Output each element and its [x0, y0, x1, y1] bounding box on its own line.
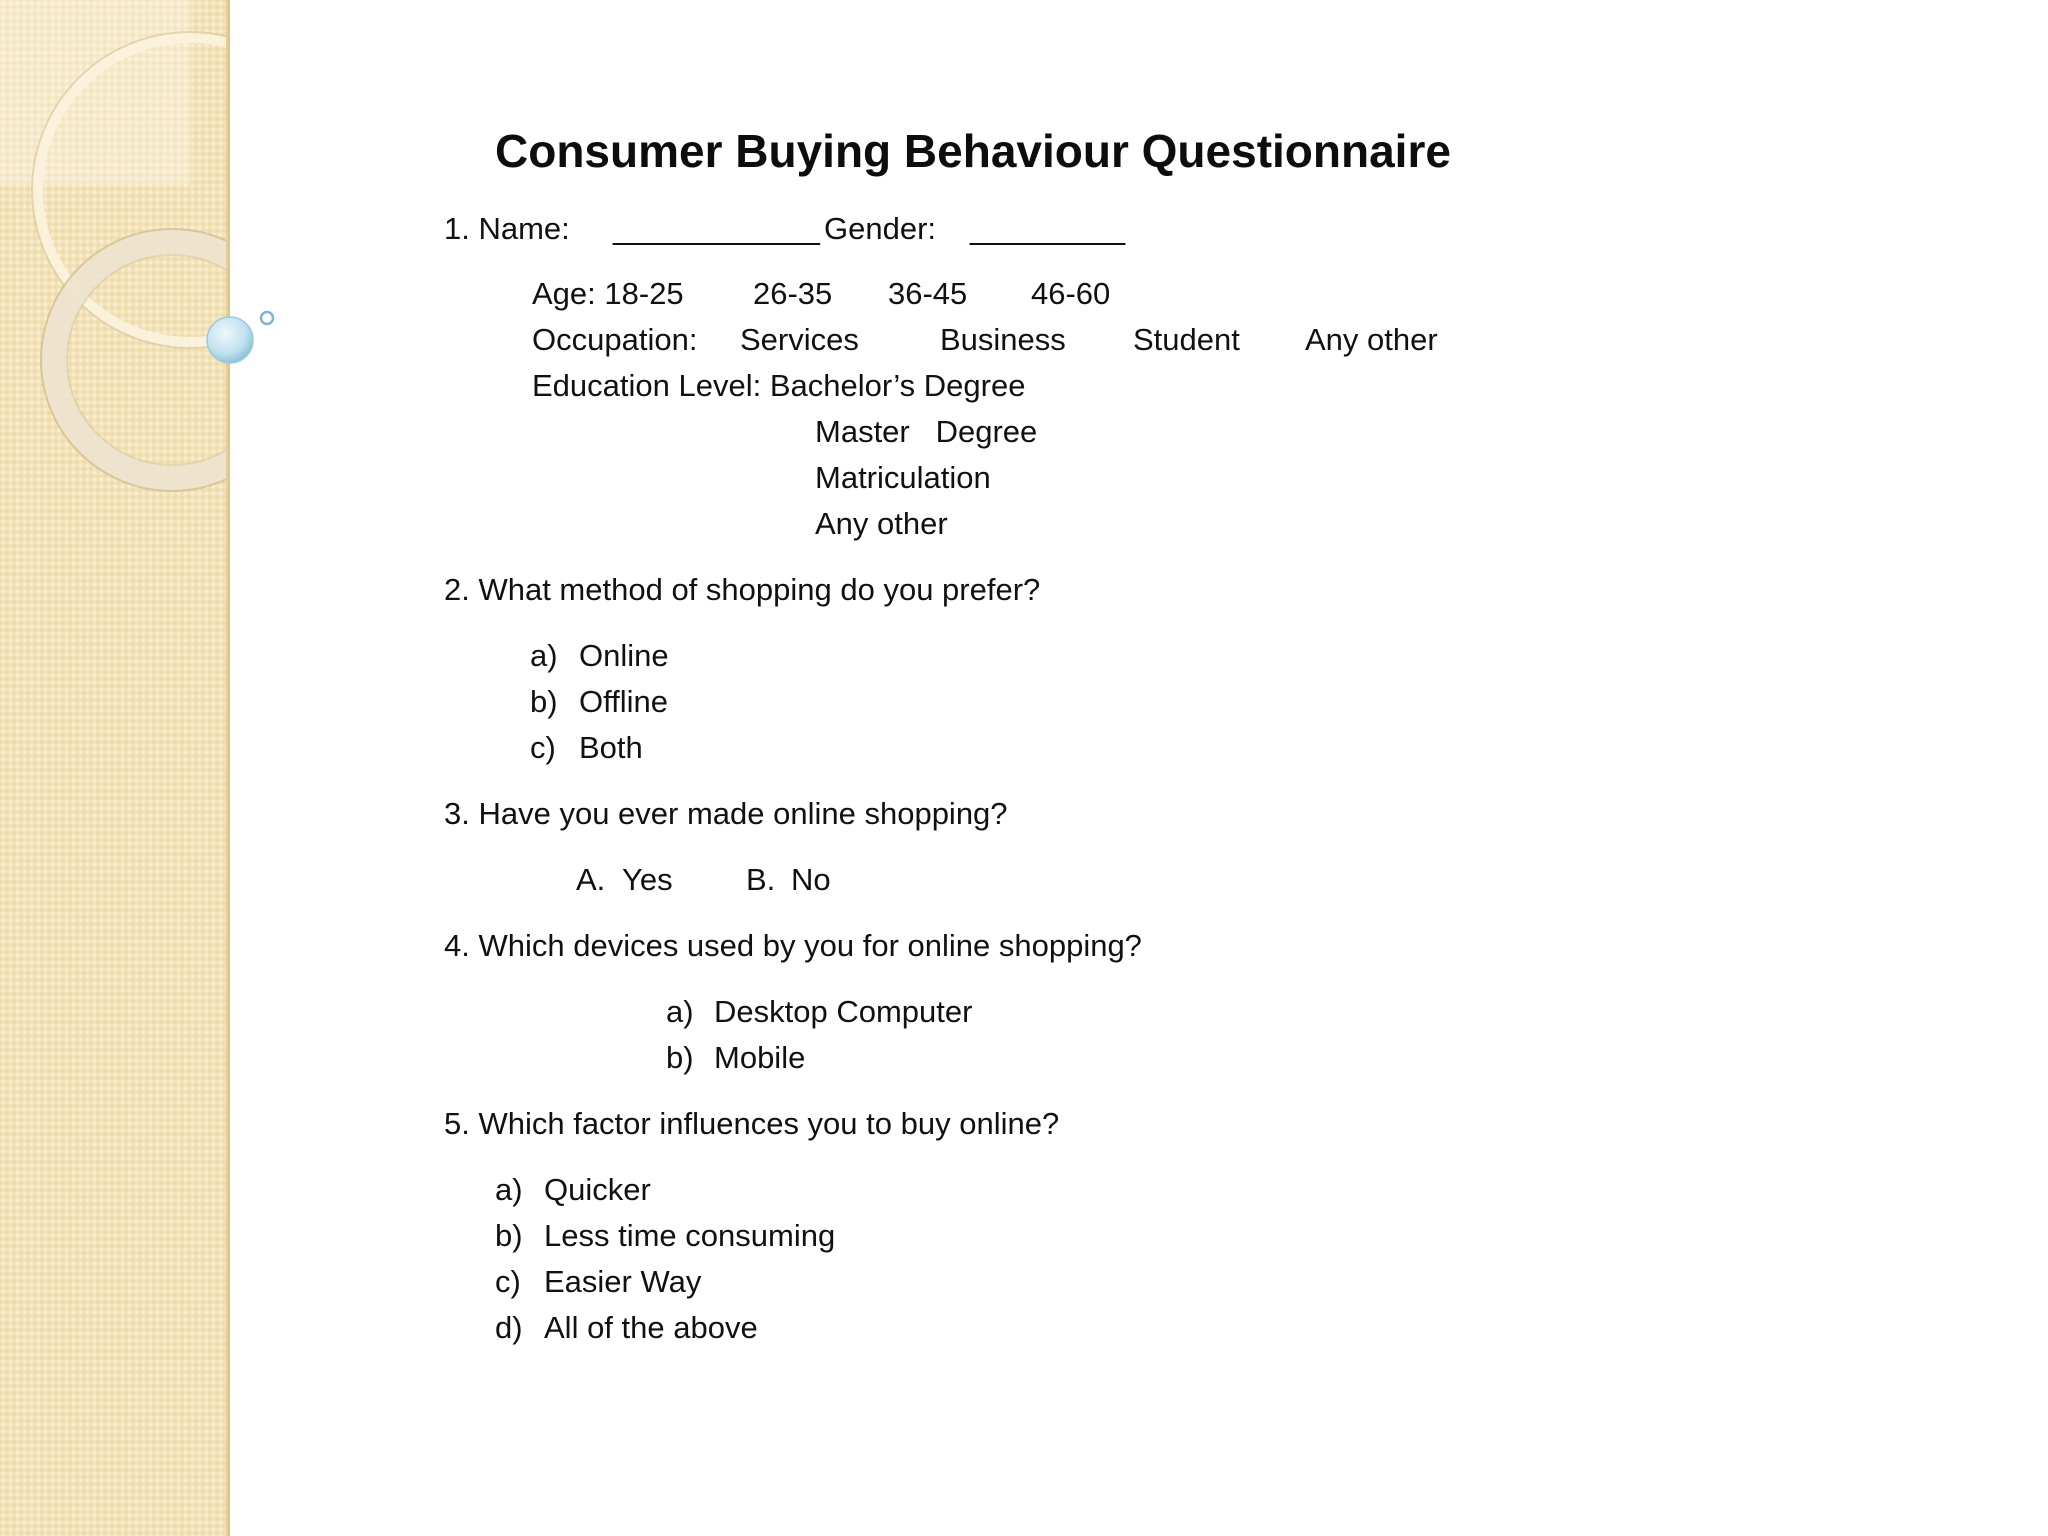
q5-option[interactable]: All of the above	[544, 1310, 758, 1345]
q2-option[interactable]: Offline	[579, 684, 669, 719]
q1-age-option[interactable]: 26-35	[753, 276, 833, 311]
q5-option-marker: b)	[495, 1218, 523, 1253]
q1-occupation-option[interactable]: Any other	[1305, 322, 1438, 357]
q5-option-marker: a)	[495, 1172, 523, 1207]
q1-gender-blank[interactable]: _________	[970, 211, 1126, 246]
questionnaire-page	[230, 0, 2048, 1536]
q1-education-option[interactable]: Master Degree	[815, 414, 1038, 449]
q5-option[interactable]: Easier Way	[544, 1264, 702, 1299]
q4-option-marker: b)	[666, 1040, 694, 1075]
q1-occupation-option[interactable]: Business	[940, 322, 1066, 357]
q5-option-marker: d)	[495, 1310, 523, 1345]
q1-age-option[interactable]: 46-60	[1031, 276, 1111, 311]
q1-name-label: 1. Name:	[444, 211, 570, 246]
q3-option[interactable]: Yes	[622, 862, 673, 897]
q1-occupation-option[interactable]: Student	[1133, 322, 1240, 357]
q3-option-marker: A.	[576, 862, 606, 897]
q2-option-marker: a)	[530, 638, 558, 673]
q1-education-label: Education Level: Bachelor’s Degree	[532, 368, 1026, 403]
q2-option-marker: c)	[530, 730, 556, 765]
q1-age-label: Age: 18-25	[532, 276, 684, 311]
decorative-sidebar	[0, 0, 230, 1536]
q5-option-marker: c)	[495, 1264, 521, 1299]
q4-option-marker: a)	[666, 994, 694, 1029]
q2-option[interactable]: Both	[579, 730, 643, 765]
ring-decoration	[0, 0, 230, 1536]
q1-name-blank[interactable]: ____________	[613, 211, 820, 246]
q1-occupation-option[interactable]: Services	[740, 322, 859, 357]
q4-option[interactable]: Mobile	[714, 1040, 806, 1075]
q3-option[interactable]: No	[791, 862, 831, 897]
q1-age-option[interactable]: 36-45	[888, 276, 968, 311]
q5-option[interactable]: Quicker	[544, 1172, 651, 1207]
q3-question: 3. Have you ever made online shopping?	[444, 796, 1008, 831]
q2-option[interactable]: Online	[579, 638, 669, 673]
q1-gender-label: Gender:	[824, 211, 937, 246]
q3-option-marker: B.	[746, 862, 776, 897]
q2-option-marker: b)	[530, 684, 558, 719]
q5-option[interactable]: Less time consuming	[544, 1218, 836, 1253]
q5-question: 5. Which factor influences you to buy online?	[444, 1106, 1060, 1141]
q4-option[interactable]: Desktop Computer	[714, 994, 973, 1029]
q4-question: 4. Which devices used by you for online shopping?	[444, 928, 1142, 963]
q2-question: 2. What method of shopping do you prefer?	[444, 572, 1041, 607]
page-title: Consumer Buying Behaviour Questionnaire	[495, 125, 1451, 177]
q1-occupation-label: Occupation:	[532, 322, 698, 357]
q1-education-option[interactable]: Any other	[815, 506, 948, 541]
q1-education-option[interactable]: Matriculation	[815, 460, 991, 495]
